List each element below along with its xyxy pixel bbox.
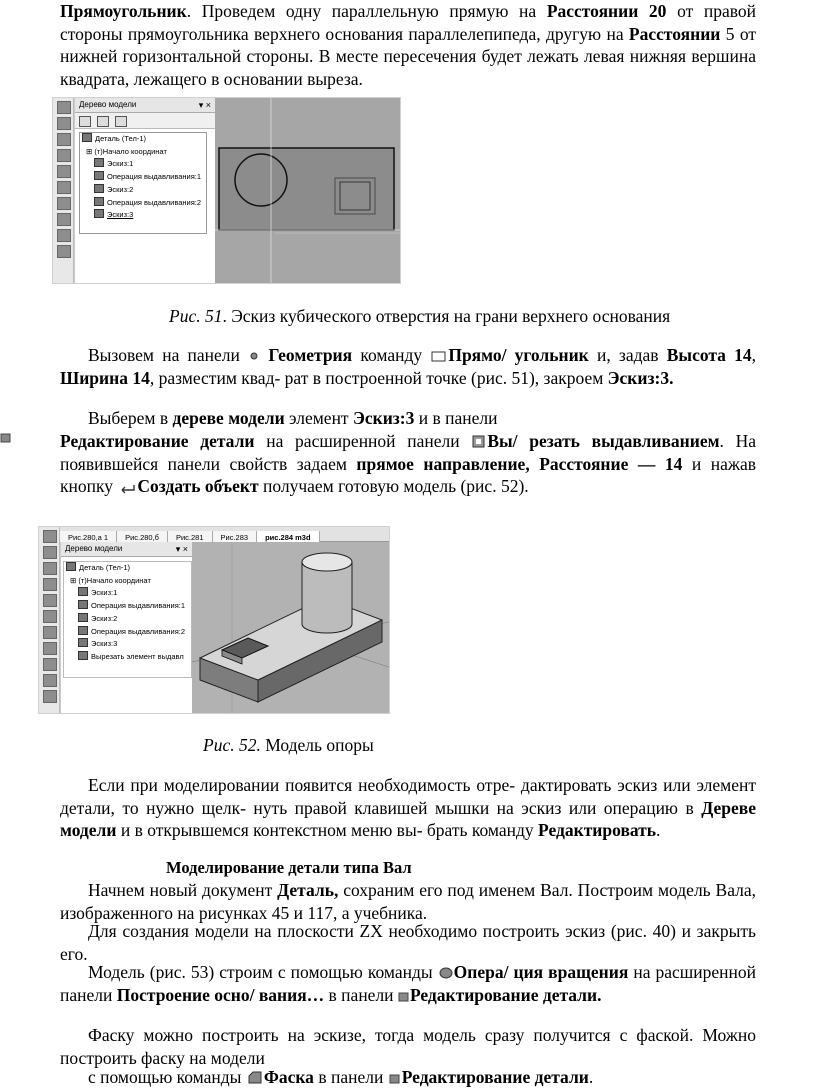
tool-icon	[43, 626, 57, 639]
caption-label: Рис. 52.	[203, 735, 261, 755]
cut-extrude-icon	[78, 651, 88, 660]
geometry-icon	[248, 349, 260, 363]
part-icon	[66, 562, 76, 571]
tree-node[interactable]	[80, 197, 206, 210]
text: и, задав	[588, 345, 667, 365]
model-3d-drawing	[192, 542, 389, 713]
sketch-icon	[94, 158, 104, 167]
text: и в панели	[414, 408, 498, 428]
bold-term: Опера/ ция вращения	[453, 962, 629, 982]
bold-term: Высота 14	[666, 345, 752, 365]
tool-icon	[57, 117, 71, 130]
node-label: Эскиз:2	[107, 184, 134, 194]
tree-node[interactable]	[80, 209, 206, 222]
model-viewport[interactable]	[192, 542, 389, 713]
tool-icon	[43, 658, 57, 671]
text: Начнем новый документ	[88, 880, 278, 900]
tree-toolbar	[75, 113, 215, 129]
bold-term: Редактирование детали	[60, 431, 255, 451]
node-label: Операция выдавливания:1	[107, 172, 202, 182]
tool-icon	[57, 245, 71, 258]
figure-51-screenshot	[52, 97, 401, 284]
node-label: Эскиз:2	[91, 613, 118, 623]
paragraph-chamfer: Фаску можно построить на эскизе, тогда модель сразу получится с фаской. Можно построить фаску на модели	[60, 1025, 756, 1068]
tool-icon	[43, 530, 57, 543]
node-label: Операция выдавливания:1	[91, 601, 186, 611]
sketch-icon	[78, 587, 88, 596]
text: от правой стороны прямоугольника верхнего основания параллелепипеда, другую на	[60, 1, 757, 44]
tool-icon[interactable]	[79, 116, 91, 127]
paragraph-revolve	[60, 961, 756, 1006]
sketch-icon	[78, 638, 88, 647]
tool-icon	[57, 229, 71, 242]
node-label: Эскиз:3	[107, 210, 134, 220]
tree-node[interactable]	[80, 184, 206, 197]
text: на расширенной панели	[254, 431, 472, 451]
paragraph-rectangle	[60, 0, 756, 90]
cylinder-side	[302, 562, 352, 633]
node-label: Операция выдавливания:2	[107, 197, 202, 207]
text: и в открывшемся контекстном меню вы- брать команду	[116, 820, 539, 840]
paragraph-chamfer-command	[60, 1066, 756, 1089]
node-label: Эскиз:3	[91, 639, 118, 649]
node-label: Деталь (Тел-1)	[95, 134, 147, 143]
bold-term: Прямо/ угольник	[448, 345, 589, 365]
sketch-icon	[94, 209, 104, 218]
tree-header	[61, 542, 192, 557]
bold-term: дереве модели	[172, 408, 285, 428]
text: элемент	[284, 408, 353, 428]
edit-part-icon	[398, 991, 410, 1003]
tool-icon	[43, 562, 57, 575]
bold-term: Расстоянии 20	[546, 1, 667, 21]
tree-title: Дерево модели	[65, 544, 123, 553]
document-tab[interactable]: Рис.280,б	[117, 531, 168, 544]
tree-node[interactable]	[64, 562, 191, 575]
rectangle-icon	[430, 349, 448, 363]
figure-52-caption	[203, 734, 503, 757]
model-tree-panel	[74, 98, 215, 283]
bold-term: Фаска	[263, 1067, 314, 1087]
sketch-icon	[78, 613, 88, 622]
text: получаем готовую модель (рис. 52).	[258, 476, 529, 496]
chamfer-icon	[246, 1071, 264, 1085]
node-label: Операция выдавливания:2	[91, 626, 186, 636]
tree-node[interactable]	[64, 600, 191, 613]
section-heading: Моделирование детали типа Вал	[166, 858, 412, 877]
bold-term: Ширина 14	[60, 367, 150, 388]
tree-header	[75, 98, 215, 113]
tool-icon	[43, 674, 57, 687]
extrude-icon	[78, 626, 88, 635]
tool-icon	[57, 181, 71, 194]
bold-term: Редактирование детали.	[409, 984, 602, 1005]
text: команду	[352, 345, 431, 365]
tree-body	[79, 132, 207, 234]
bold-term: прямое направление, Расстояние — 14	[356, 453, 683, 474]
paragraph-sketch-zx: Для создания модели на плоскости ZX необходимо построить эскиз (рис. 40) и закрыть его.	[60, 921, 756, 964]
create-object-icon	[117, 482, 137, 494]
text: Выберем в	[88, 408, 173, 428]
text: на расширенной панели	[60, 962, 756, 1005]
tree-node[interactable]: ⊞ (т)Начало координат	[70, 575, 151, 585]
bold-term: Эскиз:3.	[607, 367, 674, 388]
tool-icon	[43, 578, 57, 591]
text: с помощью команды	[88, 1067, 246, 1087]
tool-icon	[43, 690, 57, 703]
text: сохраним его под именем Вал. Построим модель Вала, изображенного на рисунках 45 и 117, а учебника.	[60, 880, 757, 923]
sketch-viewport[interactable]	[215, 98, 400, 283]
tool-icon	[57, 197, 71, 210]
tree-node[interactable]: ⊞ (т)Начало координат	[86, 146, 167, 156]
cut-extrude-icon	[471, 435, 487, 449]
extrude-icon	[78, 600, 88, 609]
bold-term: Эскиз:3	[352, 408, 415, 428]
node-label: Деталь (Тел-1)	[79, 563, 131, 572]
bold-term: Прямоугольник	[60, 1, 187, 21]
tool-icon	[57, 101, 71, 114]
bold-term: Построение осно/ вания…	[116, 984, 325, 1005]
node-label: (т)Начало координат	[94, 146, 167, 156]
part-icon	[82, 133, 92, 142]
caption-text: . Эскиз кубического отверстия на грани верхнего основания	[222, 306, 671, 326]
text: . На появившейся панели свойств задаем	[60, 431, 757, 474]
text: .	[588, 1067, 594, 1087]
close-icon[interactable]: ▾ ×	[175, 544, 188, 554]
tree-title: Дерево модели	[79, 100, 137, 109]
node-label: (т)Начало координат	[78, 575, 151, 585]
tool-icon	[57, 149, 71, 162]
cylinder-top	[302, 553, 352, 571]
text: Вызовем на панели	[88, 345, 249, 365]
text: Если при моделировании появится необходимость отре- дактировать эскиз или элемент детали, то нужно щелк- нуть правой клавишей мышки на эскиз или операцию в	[60, 775, 756, 818]
tree-node[interactable]	[80, 171, 206, 184]
edit-part-icon	[388, 1073, 402, 1085]
paragraph-geometry	[60, 344, 756, 389]
bold-term: Редактировать	[538, 820, 657, 840]
bold-term: Деталь,	[277, 880, 339, 900]
node-label: Эскиз:1	[107, 159, 134, 169]
bold-term: Геометрия	[268, 345, 353, 365]
tool-icon	[43, 546, 57, 559]
tree-node[interactable]	[64, 587, 191, 600]
close-icon[interactable]: ▾ ×	[198, 100, 211, 110]
document-tab[interactable]: Рис.281	[168, 531, 213, 544]
text: ,	[751, 345, 757, 365]
text: в панели	[324, 984, 398, 1005]
bold-term: Дереве модели	[60, 797, 756, 840]
tool-icon	[57, 213, 71, 226]
bold-term: Расстоянии	[628, 23, 721, 44]
paragraph-editing	[60, 774, 756, 842]
tool-icon[interactable]	[115, 116, 127, 127]
tree-node[interactable]	[80, 158, 206, 171]
node-label: Вырезать элемент выдавл	[91, 651, 184, 661]
tool-icon	[57, 133, 71, 146]
figure-52-screenshot	[38, 526, 390, 714]
paragraph-new-document	[60, 879, 756, 924]
text: 5 от нижней горизонтальной стороны. В месте пересечения будет лежать левая нижняя вершина квадрата, лежащего в основании выреза.	[60, 23, 756, 89]
text: и нажав кнопку	[60, 453, 756, 496]
tree-node[interactable]	[64, 613, 191, 626]
caption-label: Рис. 51	[169, 306, 223, 326]
tree-body	[63, 561, 192, 678]
paragraph-cut-extrude	[60, 430, 756, 498]
figure-51-caption	[169, 305, 709, 328]
extrude-icon	[94, 197, 104, 206]
sketch-drawing	[215, 98, 400, 283]
document-tab[interactable]: Рис.280,а 1	[60, 531, 117, 544]
sketch-icon	[94, 184, 104, 193]
revolve-icon	[438, 966, 454, 980]
text: Модель (рис. 53) строим с помощью команды	[88, 962, 438, 982]
tree-node[interactable]	[80, 133, 206, 146]
tool-icon	[43, 610, 57, 623]
left-toolbar	[53, 98, 74, 283]
tree-node[interactable]	[64, 651, 191, 664]
tool-icon	[43, 594, 57, 607]
bold-term: Вы/ резать выдавливанием	[487, 431, 720, 451]
sketch-face	[219, 148, 394, 230]
node-label: Эскиз:1	[91, 588, 118, 598]
extrude-icon	[94, 171, 104, 180]
text: , разместим квад- рат в построенной точке (рис. 51), закроем	[149, 367, 608, 388]
document-tabs	[60, 527, 389, 542]
tool-icon[interactable]	[97, 116, 109, 127]
text: в панели	[313, 1067, 388, 1087]
bold-term: Создать объект	[137, 476, 259, 496]
bold-term: Редактирование детали	[401, 1067, 589, 1087]
edit-part-icon	[0, 432, 12, 444]
tree-node[interactable]	[64, 626, 191, 639]
model-tree-panel	[60, 542, 192, 713]
paragraph-select	[60, 407, 756, 430]
document-tab[interactable]: Рис.283	[213, 531, 258, 544]
left-toolbar	[39, 527, 60, 713]
text: .	[656, 820, 661, 840]
document-tab-active[interactable]: рис.284 m3d	[257, 531, 319, 544]
text: . Проведем одну параллельную прямую на	[186, 1, 547, 21]
caption-text: Модель опоры	[260, 735, 374, 755]
tree-node[interactable]	[64, 638, 191, 651]
tool-icon	[57, 165, 71, 178]
tool-icon	[43, 642, 57, 655]
